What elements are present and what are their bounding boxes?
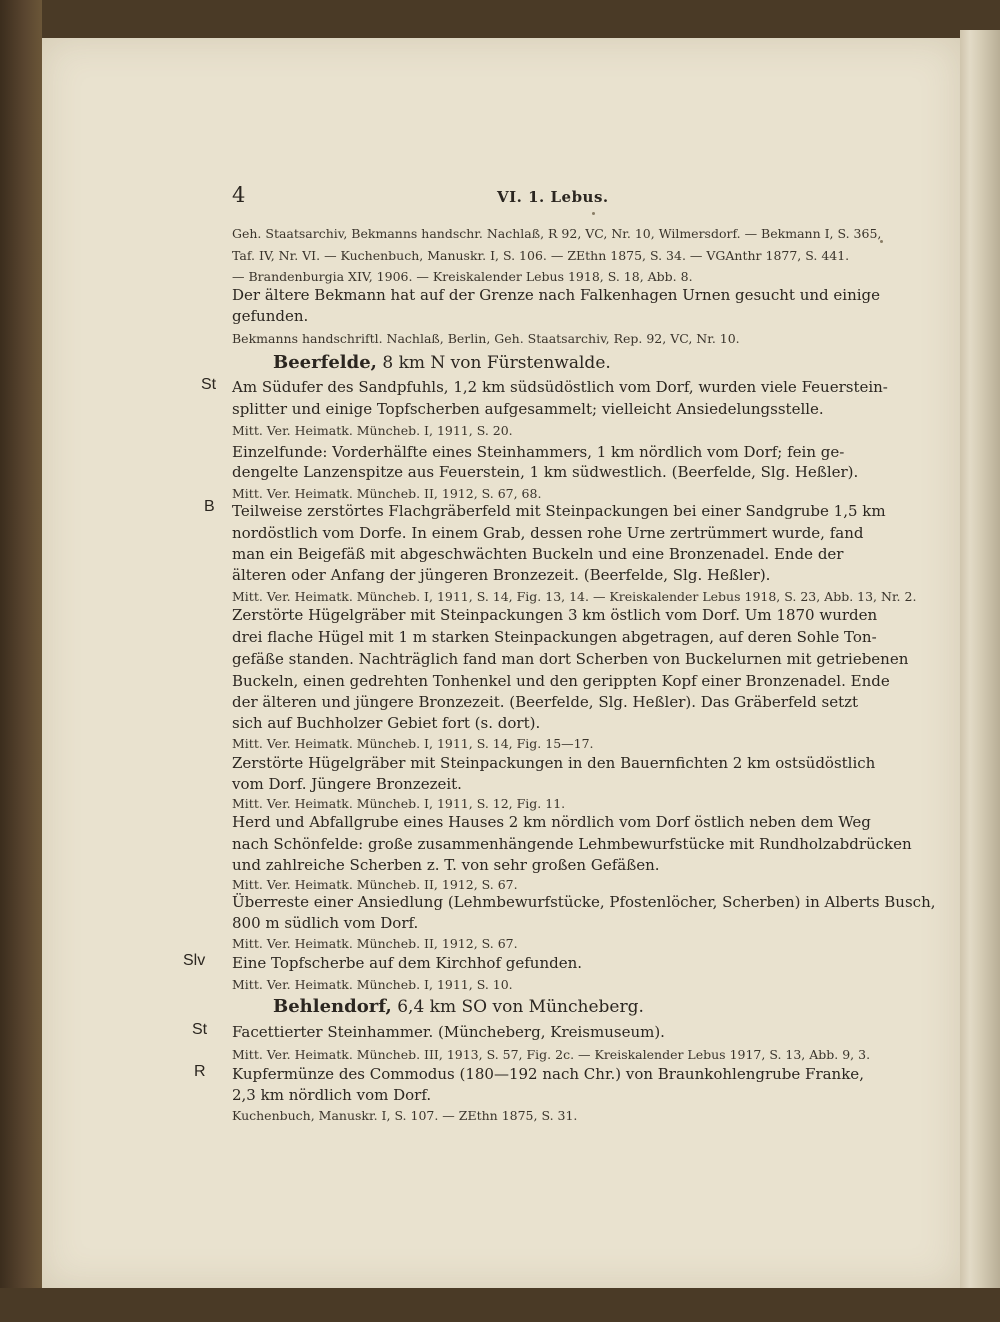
reference-line: Mitt. Ver. Heimatk. Müncheb. III, 1913, S. 57, Fig. 2c. — Kreiskalender Lebus 1917, S. 13, Abb. 9, 3. bbox=[232, 1047, 871, 1062]
reference-line: Mitt. Ver. Heimatk. Müncheb. I, 1911, S. 20. bbox=[232, 423, 513, 438]
body-line: man ein Beigefäß mit abgeschwächten Buckeln und eine Bronzenadel. Ende der bbox=[232, 545, 844, 563]
reference-line: Mitt. Ver. Heimatk. Müncheb. I, 1911, S. 14, Fig. 15—17. bbox=[232, 736, 594, 751]
reference-line: Mitt. Ver. Heimatk. Müncheb. I, 1911, S. 10. bbox=[232, 977, 513, 992]
margin-code: St bbox=[201, 376, 217, 393]
margin-code: St bbox=[192, 1021, 208, 1038]
reference-line: Mitt. Ver. Heimatk. Müncheb. II, 1912, S. 67. bbox=[232, 877, 518, 892]
body-line: splitter und einige Topfscherben aufgesammelt; vielleicht Ansiedelungsstelle. bbox=[232, 400, 824, 418]
reference-line: Bekmanns handschriftl. Nachlaß, Berlin, Geh. Staatsarchiv, Rep. 92, VC, Nr. 10. bbox=[232, 331, 740, 346]
margin-code: R bbox=[194, 1063, 206, 1080]
body-line: Überreste einer Ansiedlung (Lehmbewurfstücke, Pfostenlöcher, Scherben) in Alberts Busch, bbox=[232, 893, 936, 911]
margin-code: B bbox=[204, 498, 215, 515]
book-cover-left bbox=[0, 0, 42, 1322]
entry-name: Beerfelde, bbox=[273, 352, 377, 373]
reference-line: — Brandenburgia XIV, 1906. — Kreiskalender Lebus 1918, S. 18, Abb. 8. bbox=[232, 269, 693, 284]
body-line: 2,3 km nördlich vom Dorf. bbox=[232, 1086, 432, 1104]
entry-heading-beerfelde bbox=[273, 352, 611, 373]
body-line: gefunden. bbox=[232, 307, 309, 325]
entry-location: 8 km N von Fürstenwalde. bbox=[376, 353, 611, 373]
entry-heading-behlendorf bbox=[273, 996, 644, 1017]
page-edge bbox=[960, 30, 1000, 1300]
page-number: 4 bbox=[232, 183, 246, 207]
book-cover-bottom bbox=[0, 1288, 1000, 1322]
entry-location: 6,4 km SO von Müncheberg. bbox=[391, 997, 644, 1017]
body-line: vom Dorf. Jüngere Bronzezeit. bbox=[232, 775, 462, 793]
body-line: Buckeln, einen gedrehten Tonhenkel und den gerippten Kopf einer Bronzenadel. Ende bbox=[232, 672, 890, 690]
body-line: nach Schönfelde: große zusammenhängende Lehmbewurfstücke mit Rundholzabdrücken bbox=[232, 835, 912, 853]
body-line: Der ältere Bekmann hat auf der Grenze nach Falkenhagen Urnen gesucht und einige bbox=[232, 286, 881, 304]
body-line: drei flache Hügel mit 1 m starken Steinpackungen abgetragen, auf deren Sohle Ton- bbox=[232, 628, 877, 646]
body-line: dengelte Lanzenspitze aus Feuerstein, 1 km südwestlich. (Beerfelde, Slg. Heßler). bbox=[232, 463, 859, 481]
body-line: 800 m südlich vom Dorf. bbox=[232, 914, 419, 932]
body-line: sich auf Buchholzer Gebiet fort (s. dort). bbox=[232, 714, 541, 732]
body-line: Teilweise zerstörtes Flachgräberfeld mit Steinpackungen bei einer Sandgrube 1,5 km bbox=[232, 502, 886, 520]
margin-code: Slv bbox=[183, 952, 206, 969]
reference-line: Mitt. Ver. Heimatk. Müncheb. II, 1912, S. 67, 68. bbox=[232, 486, 542, 501]
reference-line: Mitt. Ver. Heimatk. Müncheb. I, 1911, S. 14, Fig. 13, 14. — Kreiskalender Lebus 1918, S. 23, Abb. 13, Nr. 2. bbox=[232, 589, 917, 604]
body-line: gefäße standen. Nachträglich fand man dort Scherben von Buckelurnen mit getriebenen bbox=[232, 650, 909, 668]
body-line: Facettierter Steinhammer. (Müncheberg, Kreismuseum). bbox=[232, 1023, 665, 1041]
body-line: nordöstlich vom Dorfe. In einem Grab, dessen rohe Urne zertrümmert wurde, fand bbox=[232, 524, 864, 542]
body-line: der älteren und jüngere Bronzezeit. (Beerfelde, Slg. Heßler). Das Gräberfeld setzt bbox=[232, 693, 859, 711]
reference-line: Mitt. Ver. Heimatk. Müncheb. I, 1911, S. 12, Fig. 11. bbox=[232, 796, 566, 811]
body-line: älteren oder Anfang der jüngeren Bronzezeit. (Beerfelde, Slg. Heßler). bbox=[232, 566, 771, 584]
body-line: Kupfermünze des Commodus (180—192 nach Chr.) von Braunkohlengrube Franke, bbox=[232, 1065, 864, 1083]
body-line: und zahlreiche Scherben z. T. von sehr großen Gefäßen. bbox=[232, 856, 660, 874]
body-line: Eine Topfscherbe auf dem Kirchhof gefunden. bbox=[232, 954, 583, 972]
body-line: Zerstörte Hügelgräber mit Steinpackungen in den Bauernfichten 2 km ostsüdöstlich bbox=[232, 754, 876, 772]
body-line: Herd und Abfallgrube eines Hauses 2 km nördlich vom Dorf östlich neben dem Weg bbox=[232, 813, 871, 831]
body-line: Einzelfunde: Vorderhälfte eines Steinhammers, 1 km nördlich vom Dorf; fein ge- bbox=[232, 443, 845, 461]
reference-line: Mitt. Ver. Heimatk. Müncheb. II, 1912, S. 67. bbox=[232, 936, 518, 951]
reference-line: Taf. IV, Nr. VI. — Kuchenbuch, Manuskr. I, S. 106. — ZEthn 1875, S. 34. — VGAnthr 1877, S. 441. bbox=[232, 248, 850, 263]
running-header: VI. 1. Lebus. bbox=[497, 188, 609, 206]
paper-speck bbox=[592, 212, 595, 215]
body-line: Am Südufer des Sandpfuhls, 1,2 km südsüdöstlich vom Dorf, wurden viele Feuerstein- bbox=[232, 378, 888, 396]
body-line: Zerstörte Hügelgräber mit Steinpackungen 3 km östlich vom Dorf. Um 1870 wurden bbox=[232, 606, 878, 624]
reference-line: Geh. Staatsarchiv, Bekmanns handschr. Nachlaß, R 92, VC, Nr. 10, Wilmersdorf. — Bekmann I, S. 365, bbox=[232, 226, 882, 241]
entry-name: Behlendorf, bbox=[273, 996, 392, 1017]
reference-line: Kuchenbuch, Manuskr. I, S. 107. — ZEthn 1875, S. 31. bbox=[232, 1108, 578, 1123]
